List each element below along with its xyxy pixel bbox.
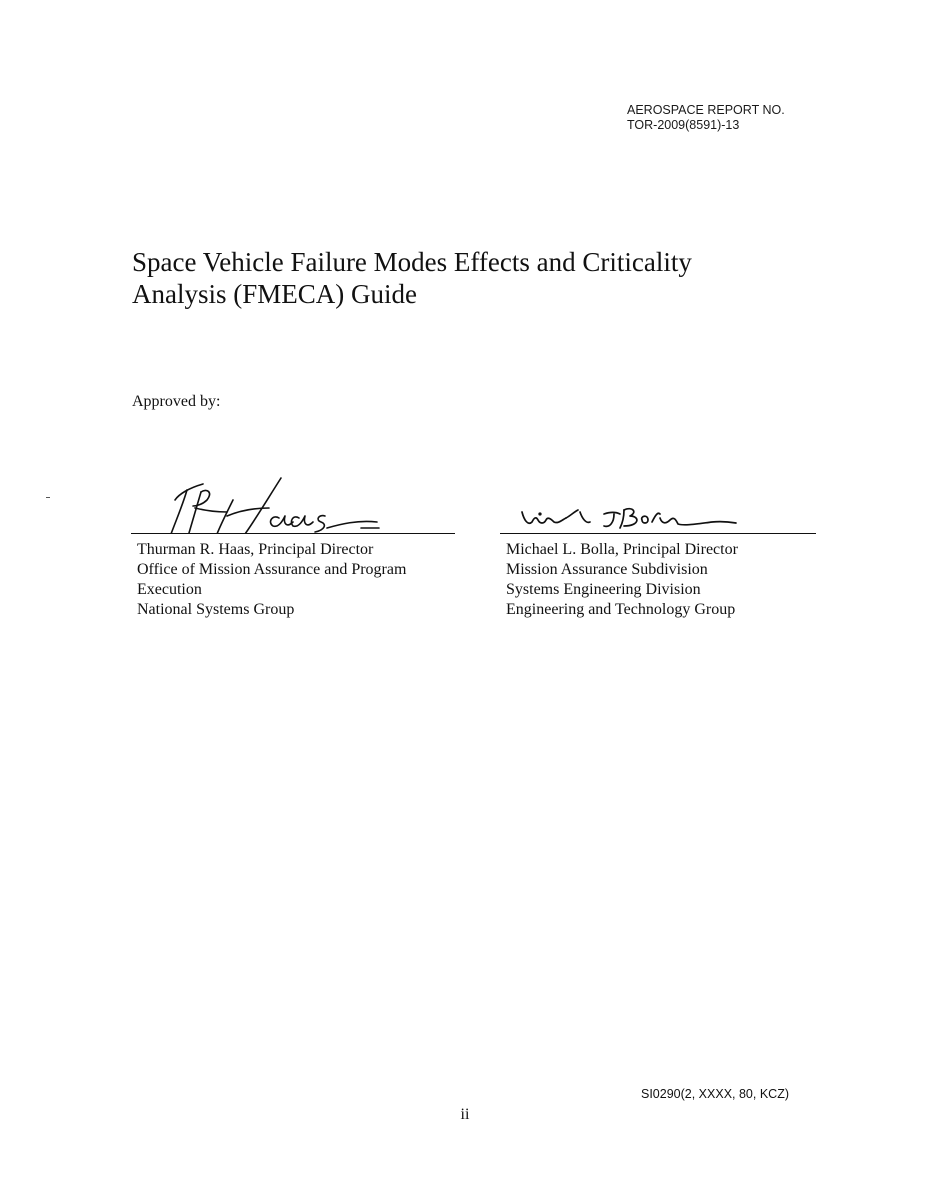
handwritten-signature-bolla — [500, 470, 816, 533]
signature-line-bolla — [500, 533, 816, 534]
page-number: ii — [460, 1106, 470, 1123]
signature-haas — [131, 470, 455, 533]
signatory-details-haas — [131, 540, 455, 620]
title-line-2: Analysis (FMECA) Guide — [132, 279, 417, 309]
signatory-name-title: Thurman R. Haas, Principal Director — [137, 541, 374, 558]
signature-block-bolla — [500, 470, 816, 620]
stray-mark — [46, 497, 50, 498]
signature-block-haas — [131, 470, 455, 620]
report-number: TOR-2009(8591)-13 — [627, 118, 740, 132]
approved-by-label: Approved by: — [132, 393, 221, 410]
signatory-office: Office of Mission Assurance and Program — [137, 561, 407, 578]
signature-bolla — [500, 470, 816, 533]
signatory-subdivision: Mission Assurance Subdivision — [506, 561, 708, 578]
handwritten-signature-haas — [131, 470, 455, 533]
report-label: AEROSPACE REPORT NO. — [627, 103, 785, 117]
signatory-division: Systems Engineering Division — [506, 581, 701, 598]
signature-line-haas — [131, 533, 455, 534]
document-code: SI0290(2, XXXX, 80, KCZ) — [641, 1087, 789, 1101]
signatory-office-continued: Execution — [137, 581, 202, 598]
title-line-1: Space Vehicle Failure Modes Effects and Criticality — [132, 247, 692, 277]
signatory-name-title: Michael L. Bolla, Principal Director — [506, 541, 738, 558]
signatory-group: National Systems Group — [137, 601, 295, 618]
report-number-block — [627, 103, 785, 133]
signatory-group: Engineering and Technology Group — [506, 601, 736, 618]
signatory-details-bolla — [500, 540, 816, 620]
document-title — [132, 246, 692, 310]
